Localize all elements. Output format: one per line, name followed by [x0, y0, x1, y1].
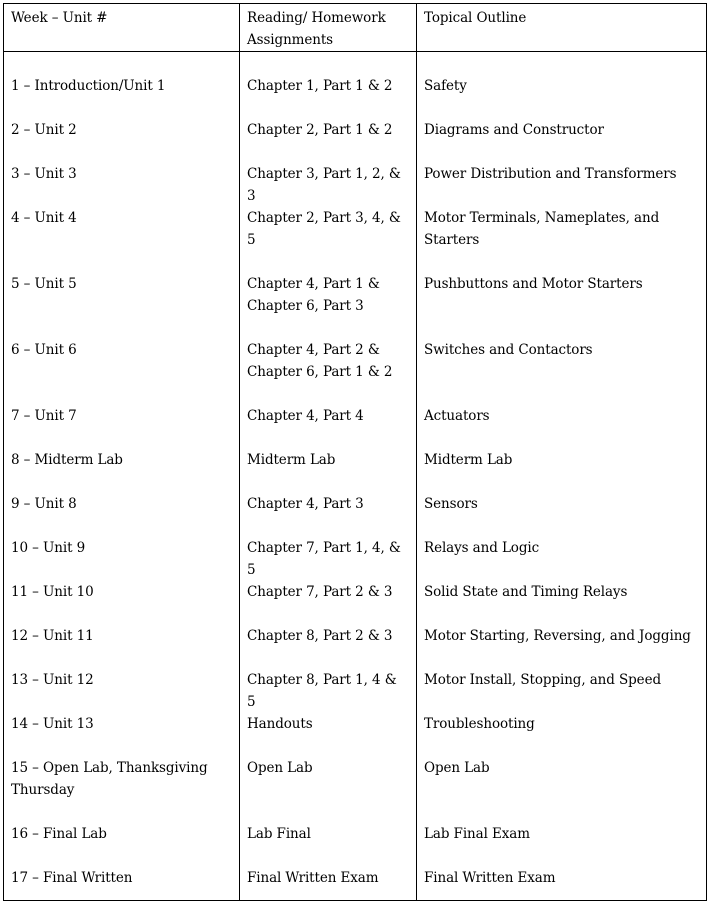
week-cell: 1 – Introduction/Unit 1: [4, 75, 240, 119]
table-row: [4, 207, 707, 273]
reading-cell: Chapter 7, Part 2 & 3: [240, 581, 417, 625]
week-cell: 10 – Unit 9: [4, 537, 240, 581]
outline-cell: Solid State and Timing Relays: [417, 581, 707, 625]
table-row: [4, 75, 707, 119]
table-row: [4, 537, 707, 581]
outline-cell: Motor Starting, Reversing, and Jogging: [417, 625, 707, 669]
reading-cell: Chapter 2, Part 3, 4, & 5: [240, 207, 417, 273]
header-week: Week – Unit #: [4, 4, 240, 52]
outline-cell: Final Written Exam: [417, 867, 707, 901]
table-row: [4, 273, 707, 339]
outline-cell: Pushbuttons and Motor Starters: [417, 273, 707, 339]
reading-cell: Chapter 8, Part 1, 4 & 5: [240, 669, 417, 713]
reading-cell: Chapter 7, Part 1, 4, & 5: [240, 537, 417, 581]
week-cell: 16 – Final Lab: [4, 823, 240, 867]
week-cell: 12 – Unit 11: [4, 625, 240, 669]
week-cell: 8 – Midterm Lab: [4, 449, 240, 493]
reading-cell: Open Lab: [240, 757, 417, 823]
table-row: [4, 581, 707, 625]
week-cell: 9 – Unit 8: [4, 493, 240, 537]
reading-cell: Chapter 3, Part 1, 2, & 3: [240, 163, 417, 207]
week-cell: 17 – Final Written: [4, 867, 240, 901]
reading-cell: Chapter 4, Part 1 & Chapter 6, Part 3: [240, 273, 417, 339]
table-row: [4, 405, 707, 449]
week-cell: 4 – Unit 4: [4, 207, 240, 273]
table-row: [4, 669, 707, 713]
reading-cell: Chapter 4, Part 4: [240, 405, 417, 449]
table-row: [4, 449, 707, 493]
outline-cell: Motor Install, Stopping, and Speed: [417, 669, 707, 713]
header-outline: Topical Outline: [417, 4, 707, 52]
reading-cell: Chapter 4, Part 3: [240, 493, 417, 537]
table-header-row: [4, 4, 707, 52]
reading-cell: Chapter 4, Part 2 & Chapter 6, Part 1 & 2: [240, 339, 417, 405]
table-row: [4, 757, 707, 823]
table-row: [4, 119, 707, 163]
outline-cell: Safety: [417, 75, 707, 119]
week-cell: 7 – Unit 7: [4, 405, 240, 449]
week-cell: 6 – Unit 6: [4, 339, 240, 405]
week-cell: 14 – Unit 13: [4, 713, 240, 757]
outline-cell: Lab Final Exam: [417, 823, 707, 867]
table-row: [4, 625, 707, 669]
outline-cell: Actuators: [417, 405, 707, 449]
outline-cell: Motor Terminals, Nameplates, and Starters: [417, 207, 707, 273]
week-cell: 15 – Open Lab, Thanksgiving Thursday: [4, 757, 240, 823]
reading-cell: Lab Final: [240, 823, 417, 867]
reading-cell: Final Written Exam: [240, 867, 417, 901]
outline-cell: Sensors: [417, 493, 707, 537]
outline-cell: Diagrams and Constructor: [417, 119, 707, 163]
outline-cell: Relays and Logic: [417, 537, 707, 581]
week-cell: 3 – Unit 3: [4, 163, 240, 207]
table-row: [4, 823, 707, 867]
table-row: [4, 163, 707, 207]
outline-cell: Switches and Contactors: [417, 339, 707, 405]
outline-cell: Power Distribution and Transformers: [417, 163, 707, 207]
reading-cell: Chapter 2, Part 1 & 2: [240, 119, 417, 163]
spacer-row: [4, 52, 707, 76]
table-row: [4, 493, 707, 537]
outline-cell: Open Lab: [417, 757, 707, 823]
header-reading: Reading/ Homework Assignments: [240, 4, 417, 52]
week-cell: 5 – Unit 5: [4, 273, 240, 339]
reading-cell: Midterm Lab: [240, 449, 417, 493]
course-schedule-table: [3, 3, 707, 901]
reading-cell: Chapter 8, Part 2 & 3: [240, 625, 417, 669]
reading-cell: Chapter 1, Part 1 & 2: [240, 75, 417, 119]
table-row: [4, 713, 707, 757]
table-row: [4, 867, 707, 901]
table-row: [4, 339, 707, 405]
week-cell: 2 – Unit 2: [4, 119, 240, 163]
reading-cell: Handouts: [240, 713, 417, 757]
week-cell: 11 – Unit 10: [4, 581, 240, 625]
outline-cell: Midterm Lab: [417, 449, 707, 493]
outline-cell: Troubleshooting: [417, 713, 707, 757]
week-cell: 13 – Unit 12: [4, 669, 240, 713]
